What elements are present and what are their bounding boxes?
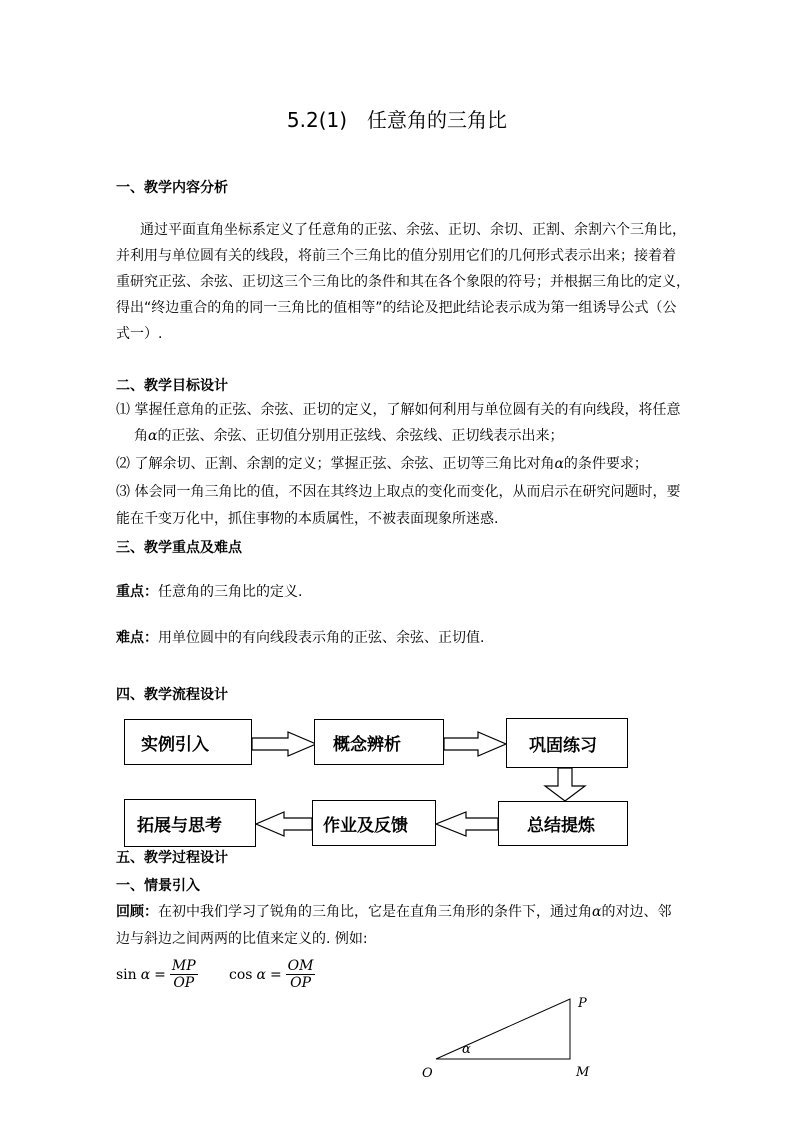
- numerator: MP: [171, 958, 196, 974]
- section-heading-content-analysis: 一、教学内容分析: [116, 180, 228, 196]
- denominator: OP: [290, 975, 312, 991]
- page-title: 5.2(1) 任意角的三角比: [286, 108, 508, 132]
- fraction: [170, 958, 198, 991]
- triangle-shape: [436, 999, 570, 1059]
- alpha-symbol: α: [148, 428, 158, 444]
- arrow-down: [545, 768, 585, 801]
- denominator: OP: [173, 975, 195, 991]
- flow-box-practice: 巩固练习: [506, 718, 628, 768]
- difficulty-label: 难点：: [116, 630, 158, 646]
- difficulty-text: 用单位圆中的有向线段表示角的正弦、余弦、正切值.: [158, 630, 485, 646]
- goal-item-1: ⑴ 掌握任意角的正弦、余弦、正切的定义，了解如何利用与单位圆有关的有向线段，将任意: [116, 402, 681, 418]
- sin-function: sin: [116, 966, 137, 983]
- review-label: 回顾：: [116, 904, 158, 920]
- review-line-cont: 边与斜边之间两两的比值来定义的. 例如:: [116, 931, 368, 947]
- section-heading-flow: 四、教学流程设计: [116, 687, 228, 703]
- label-alpha: α: [462, 1042, 471, 1057]
- paragraph-line: 得出“终边重合的角的同一三角比的值相等”的结论及把此结论表示成为第一组诱导公式（公: [116, 300, 677, 316]
- right-triangle-figure: [410, 985, 610, 1085]
- goal-item-3-cont: 能在千变万化中，抓住事物的本质属性，不被表面现象所迷惑.: [116, 511, 499, 527]
- text-run: 角: [134, 428, 148, 444]
- arrow-right: [252, 732, 316, 756]
- paragraph-line: 式一）.: [116, 326, 163, 342]
- key-label: 重点：: [116, 584, 158, 600]
- alpha-symbol: α: [554, 456, 564, 472]
- section-heading-key-points: 三、教学重点及难点: [116, 540, 242, 556]
- section-heading-goals: 二、教学目标设计: [116, 378, 228, 394]
- flow-box-homework-feedback: 作业及反馈: [312, 800, 436, 846]
- review-line: [116, 899, 671, 925]
- alpha-symbol: α: [256, 966, 266, 983]
- text-run: ⑵ 了解余切、正割、余割的定义；掌握正弦、余弦、正切等三角比对角: [116, 456, 555, 472]
- flow-box-concept-analysis: 概念辨析: [314, 719, 444, 765]
- paragraph-line: 重研究正弦、余弦、正切这三个三角比的条件和其在各个象限的符号；并根据三角比的定义，: [116, 274, 690, 290]
- text-run: 在初中我们学习了锐角的三角比，它是在直角三角形的条件下，通过角: [158, 904, 592, 920]
- sin-formula: [116, 958, 198, 991]
- text-run: 的条件要求；: [563, 456, 648, 472]
- arrow-right: [444, 732, 506, 756]
- section-heading-process: 五、教学过程设计: [116, 850, 228, 866]
- text-run: 的正弦、余弦、正切值分别用正弦线、余弦线、正切线表示出来；: [157, 428, 564, 444]
- numerator: OM: [287, 958, 314, 974]
- key-text: 任意角的三角比的定义.: [158, 584, 303, 600]
- flow-box-extension: 拓展与思考: [124, 799, 256, 847]
- arrow-left: [256, 812, 312, 836]
- label-p: P: [578, 996, 587, 1011]
- paragraph-line: 通过平面直角坐标系定义了任意角的正弦、余弦、正切、余切、正割、余割六个三角比，: [140, 222, 686, 238]
- flow-box-example-intro: 实例引入: [124, 719, 252, 765]
- cos-function: cos: [229, 966, 253, 983]
- label-o: O: [422, 1066, 433, 1081]
- flow-box-summary: 总结提炼: [498, 801, 628, 846]
- goal-item-3: ⑶ 体会同一角三角比的值，不因在其终边上取点的变化而变化，从而启示在研究问题时，要: [116, 484, 681, 500]
- cos-formula: [229, 958, 315, 991]
- paragraph-line: 并利用与单位圆有关的线段，将前三个三角比的值分别用它们的几何形式表示出来；接着着: [116, 248, 676, 264]
- fraction: [286, 958, 316, 991]
- equals-sign: =: [269, 966, 282, 983]
- equals-sign: =: [154, 966, 166, 983]
- arrow-left: [436, 812, 498, 836]
- text-run: 的对边、邻: [601, 904, 672, 920]
- label-m: M: [576, 1065, 590, 1080]
- sub-heading-intro: 一、情景引入: [116, 878, 200, 894]
- alpha-symbol: α: [140, 966, 151, 983]
- alpha-symbol: α: [592, 904, 602, 920]
